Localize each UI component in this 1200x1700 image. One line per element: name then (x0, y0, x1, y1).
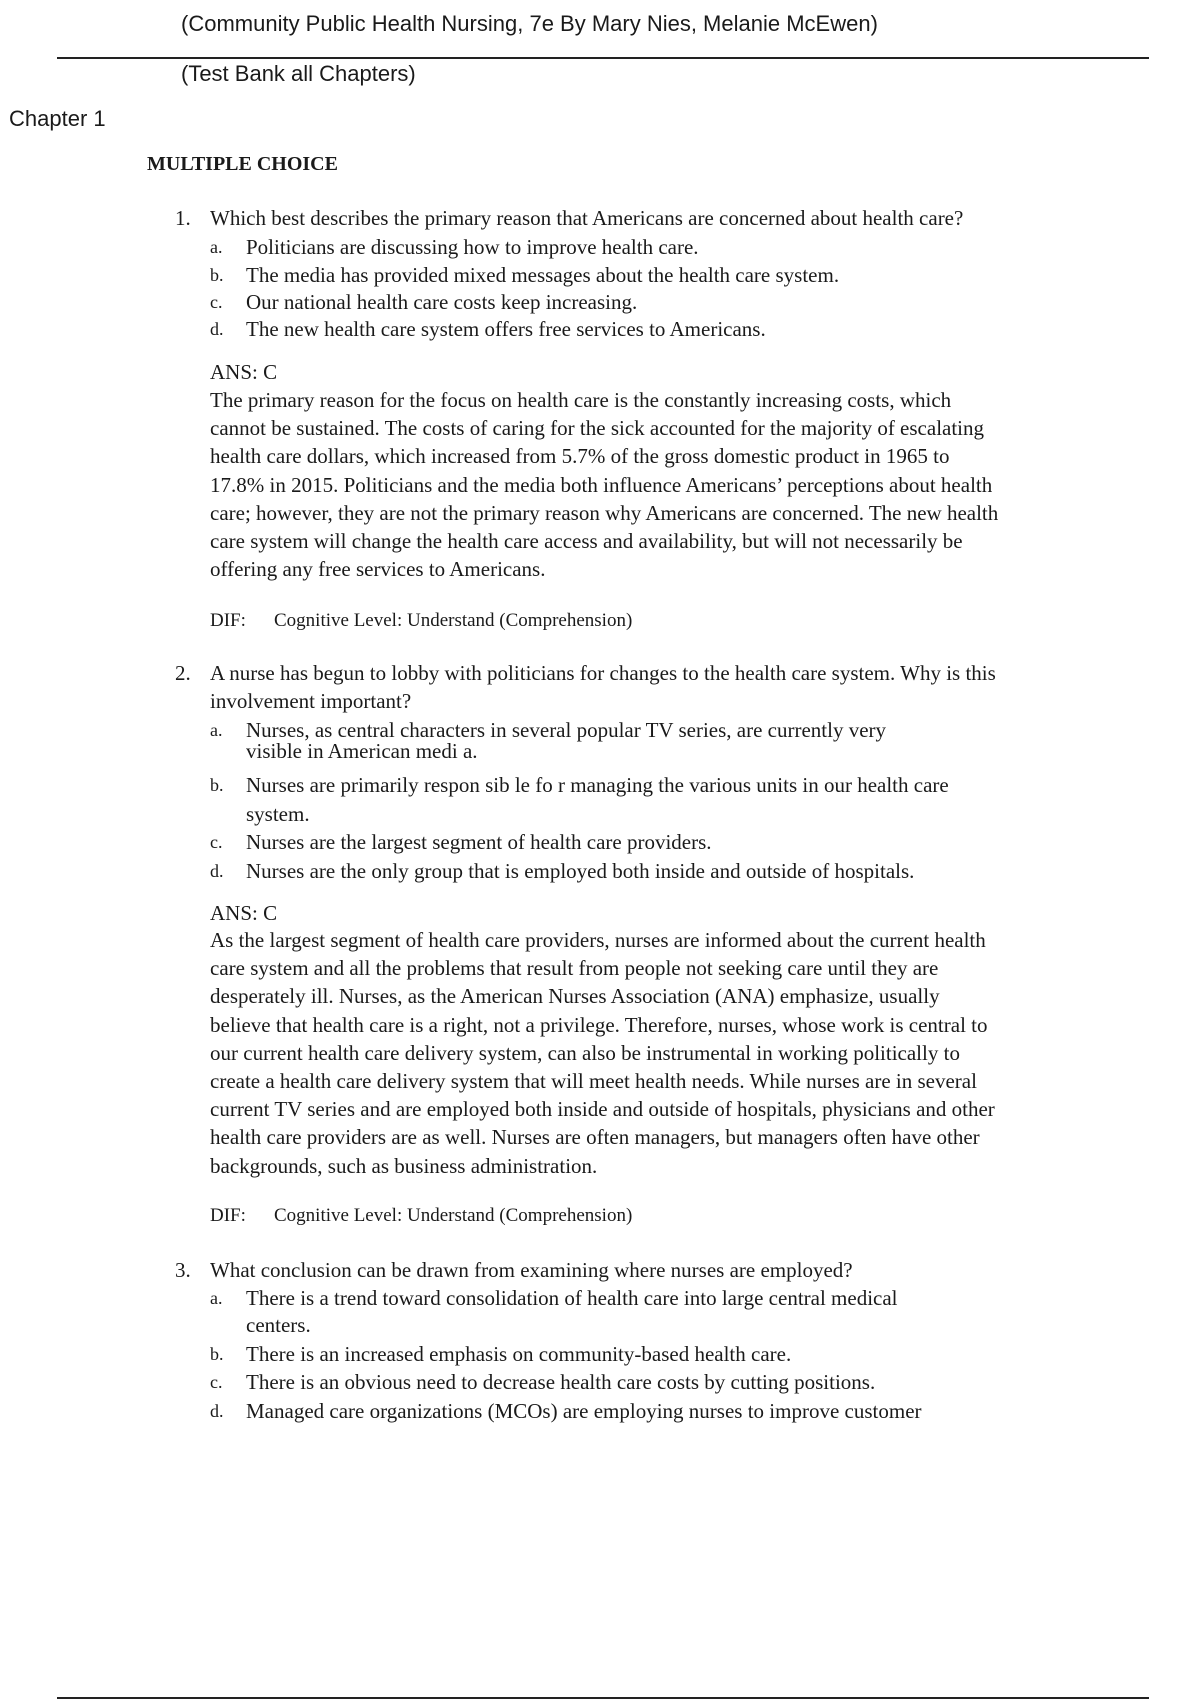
option-letter: d. (210, 319, 224, 339)
option-letter: a. (210, 720, 223, 740)
option-text: Nurses are the largest segment of health care providers. (246, 830, 712, 854)
section-heading: MULTIPLE CHOICE (147, 153, 338, 175)
question-stem: What conclusion can be drawn from examining where nurses are employed? (210, 1258, 853, 1282)
answer-key: ANS: C (210, 360, 278, 384)
question-stem-continued: involvement important? (210, 689, 412, 713)
option-text: There is a trend toward consolidation of health care into large central medical (246, 1286, 898, 1310)
option-letter: b. (210, 265, 224, 285)
difficulty-label: DIF: (210, 1205, 246, 1226)
option-text-continued: system. (246, 802, 310, 826)
answer-key: ANS: C (210, 901, 278, 925)
option-text: Politicians are discussing how to improve health care. (246, 235, 699, 259)
option-text-continued: visible in American medi a. (246, 739, 478, 763)
option-text: Nurses are primarily respon sib le fo r managing the various units in our health care (246, 773, 949, 797)
option-letter: d. (210, 1401, 224, 1421)
option-letter: b. (210, 1344, 224, 1364)
option-text: The new health care system offers free services to Americans. (246, 317, 766, 341)
document-header-subtitle: (Test Bank all Chapters) (181, 61, 416, 86)
option-text: Managed care organizations (MCOs) are employing nurses to improve customer (246, 1399, 922, 1423)
question-number: 2. (175, 661, 191, 685)
answer-rationale: As the largest segment of health care providers, nurses are informed about the current health care system and all the problems that result from people not seeking care until they are desperately ill. Nurses, as the American Nurses Association (ANA) emphasize, usually believe that health care is a right, not a privilege. Therefore, nurses, whose work is central to our current health care delivery system, can also be instrumental in working politically to create a health care delivery system that will meet health needs. While nurses are in several current TV series and are employed both inside and outside of hospitals, physicians and other health care providers are as well. Nurses are often managers, but managers often have other backgrounds, such as business administration. (210, 928, 995, 1178)
option-letter: a. (210, 1288, 223, 1308)
option-letter: d. (210, 861, 224, 881)
option-letter: c. (210, 832, 223, 852)
footer-divider (57, 1697, 1149, 1699)
option-text: There is an obvious need to decrease health care costs by cutting positions. (246, 1370, 876, 1394)
option-text: Our national health care costs keep increasing. (246, 290, 638, 314)
option-letter: b. (210, 775, 224, 795)
option-text: There is an increased emphasis on community-based health care. (246, 1342, 792, 1366)
question-stem: A nurse has begun to lobby with politicians for changes to the health care system. Why is this (210, 661, 996, 685)
question-stem: Which best describes the primary reason that Americans are concerned about health care? (210, 206, 964, 230)
option-text: Nurses, as central characters in several popular TV series, are currently very (246, 718, 887, 742)
difficulty-label: DIF: (210, 610, 246, 631)
difficulty-level: Cognitive Level: Understand (Comprehension) (274, 1205, 633, 1226)
document-header-title: (Community Public Health Nursing, 7e By Mary Nies, Melanie McEwen) (181, 11, 878, 36)
option-text: The media has provided mixed messages about the health care system. (246, 263, 840, 287)
header-divider (57, 57, 1149, 59)
option-letter: c. (210, 292, 223, 312)
option-text: Nurses are the only group that is employed both inside and outside of hospitals. (246, 859, 915, 883)
chapter-heading: Chapter 1 (9, 106, 106, 131)
option-letter: c. (210, 1372, 223, 1392)
difficulty-level: Cognitive Level: Understand (Comprehension) (274, 610, 633, 631)
option-letter: a. (210, 237, 223, 257)
answer-rationale: The primary reason for the focus on health care is the constantly increasing costs, which cannot be sustained. The costs of caring for the sick accounted for the majority of escalating health care dollars, which increased from 5.7% of the gross domestic product in 1965 to 17.8% in 2015. Politicians and the media both influence Americans’ perceptions about health care; however, they are not the primary reason why Americans are concerned. The new health care system will change the health care access and availability, but will not necessarily be offering any free services to Americans. (210, 388, 999, 582)
option-text-continued: centers. (246, 1313, 311, 1337)
question-number: 3. (175, 1258, 191, 1282)
question-number: 1. (175, 206, 191, 230)
